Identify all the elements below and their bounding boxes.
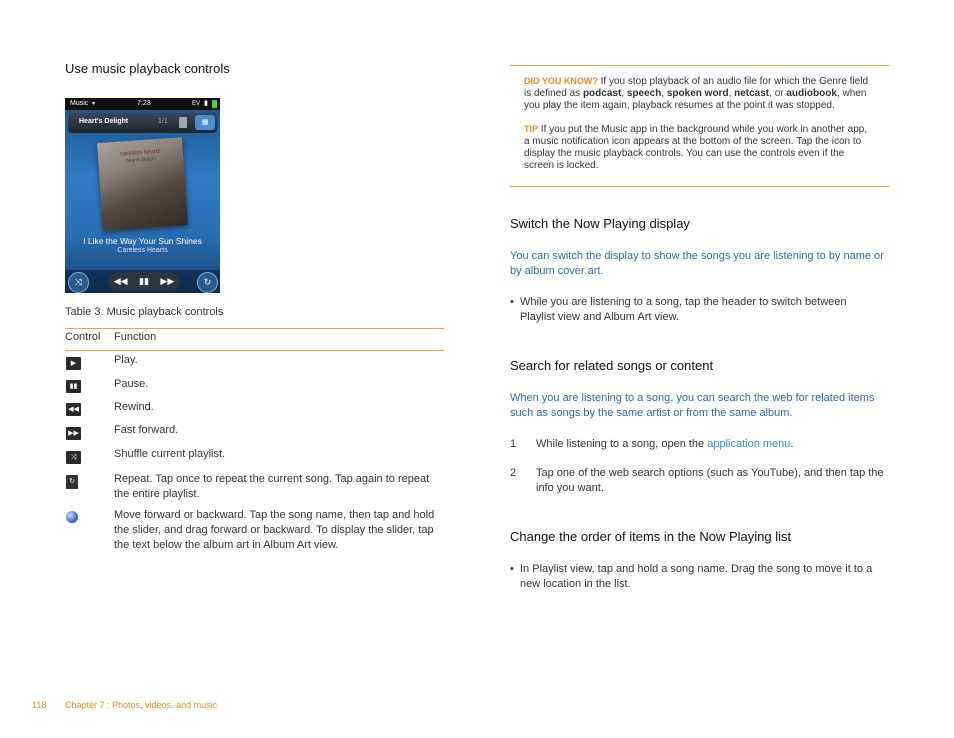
phone-screenshot bbox=[65, 98, 220, 293]
table-row: Fast forward. bbox=[114, 424, 179, 436]
dyk-sep: , bbox=[621, 88, 627, 99]
dyk-text-end: , when you play the item again, playback resumes at the point it was stopped. bbox=[524, 88, 867, 111]
album-art-subtitle: hearts delight bbox=[125, 156, 157, 165]
table-top-rule bbox=[65, 328, 444, 329]
table-row: Play. bbox=[114, 354, 138, 366]
column-header-function: Function bbox=[114, 331, 157, 343]
shuffle-icon[interactable]: ⤨ bbox=[68, 272, 89, 293]
switch-display-body: You can switch the display to show the songs you are listening to by name or by album cover art. bbox=[510, 250, 884, 277]
fast-forward-icon: ▶▶ bbox=[66, 427, 81, 440]
callout-bottom-rule bbox=[510, 186, 889, 187]
chapter-footer: Chapter 7 : Photos, videos, and music bbox=[65, 700, 218, 710]
table-row: Move forward or backward. Tap the song name, then tap and hold the slider, and drag forward or backward. To display the slider, tap the text below the album art in Album Art view. bbox=[114, 509, 435, 551]
callout-top-rule bbox=[510, 65, 889, 66]
artist-name[interactable]: Careless Hearts bbox=[117, 247, 168, 254]
shuffle-icon: ⤨ bbox=[66, 451, 81, 464]
fast-forward-icon[interactable]: ▶▶ bbox=[160, 276, 175, 286]
application-menu-link[interactable]: application menu bbox=[707, 438, 791, 450]
step-1-lead: While listening to a song, open the bbox=[536, 438, 708, 450]
bullet: • bbox=[510, 296, 514, 308]
table-caption: Table 3. Music playback controls bbox=[65, 306, 224, 318]
app-label: Music bbox=[70, 100, 89, 107]
dyk-sep: , or bbox=[769, 88, 787, 99]
step-1-text bbox=[536, 437, 888, 452]
switch-display-bullet: While you are listening to a song, tap the header to switch between Playlist view and Album Art view. bbox=[520, 296, 847, 323]
signal-icon: ▮ bbox=[204, 100, 208, 107]
search-related-title: Search for related songs or content bbox=[510, 358, 714, 373]
song-title[interactable]: I Like the Way Your Sun Shines bbox=[83, 236, 202, 246]
status-bar bbox=[65, 98, 220, 110]
tip-text: If you put the Music app in the background while you work in another app, a music notification icon appears at the bottom of the screen. Tap the icon to display the music playback controls. You can use the controls even if the screen is locked. bbox=[524, 124, 868, 171]
genre-podcast: podcast bbox=[582, 88, 622, 99]
genre-spoken-word: spoken word bbox=[666, 88, 729, 99]
repeat-icon: ↻ bbox=[66, 475, 78, 489]
table-row: Pause. bbox=[114, 378, 149, 390]
tip-callout bbox=[524, 123, 874, 172]
switch-display-title: Switch the Now Playing display bbox=[510, 216, 690, 231]
step-number: 1 bbox=[510, 438, 517, 450]
slider-icon bbox=[66, 511, 78, 523]
bullet: • bbox=[510, 563, 514, 575]
track-count: 1/1 bbox=[158, 118, 168, 125]
did-you-know-callout bbox=[524, 75, 874, 112]
step-2-text: Tap one of the web search options (such as YouTube), and then tap the info you want. bbox=[536, 467, 884, 494]
step-1-end: . bbox=[790, 438, 794, 450]
playback-controls bbox=[65, 270, 220, 293]
table-row: Shuffle current playlist. bbox=[114, 448, 226, 460]
battery-icon bbox=[212, 100, 217, 108]
clock: 7:23 bbox=[137, 100, 151, 107]
dyk-text-1: If you stop playback of an audio file for which the Genre field is defined as bbox=[524, 76, 869, 99]
change-order-title: Change the order of items in the Now Playing list bbox=[510, 529, 792, 544]
network-label: EV bbox=[192, 101, 201, 107]
search-related-body: When you are listening to a song, you can search the web for related items such as songs by the same artist or from the same album. bbox=[510, 392, 875, 419]
dyk-sep: , bbox=[728, 88, 735, 99]
pause-icon: ▮▮ bbox=[66, 380, 81, 393]
column-header-control: Control bbox=[65, 331, 101, 343]
play-icon: ▶ bbox=[66, 357, 81, 370]
transport-controls bbox=[108, 272, 180, 291]
genre-audiobook: audiobook bbox=[786, 88, 837, 99]
genre-speech: speech bbox=[626, 88, 662, 99]
rewind-icon[interactable]: ◀◀ bbox=[113, 276, 128, 286]
table-header-rule bbox=[65, 350, 444, 351]
table-row: Repeat. Tap once to repeat the current song. Tap again to repeat the entire playlist. bbox=[114, 473, 430, 500]
change-order-bullet: In Playlist view, tap and hold a song name. Drag the song to move it to a new location in the list. bbox=[520, 563, 873, 590]
step-number: 2 bbox=[510, 467, 517, 479]
table-row: Rewind. bbox=[114, 401, 154, 413]
album-art-title: careless hearts bbox=[119, 148, 161, 158]
did-you-know-label: DID YOU KNOW? bbox=[524, 76, 598, 86]
album-art bbox=[97, 137, 188, 231]
now-playing-header[interactable] bbox=[68, 113, 217, 133]
genre-netcast: netcast bbox=[734, 88, 770, 99]
playlist-view-icon[interactable] bbox=[179, 117, 187, 128]
pause-icon[interactable]: ▮▮ bbox=[139, 276, 149, 286]
dyk-sep: , bbox=[661, 88, 667, 99]
section-title: Use music playback controls bbox=[65, 61, 230, 76]
tip-label: TIP bbox=[524, 124, 539, 134]
album-view-icon[interactable]: ▦ bbox=[195, 115, 215, 130]
page-number: 118 bbox=[32, 700, 47, 710]
rewind-icon: ◀◀ bbox=[66, 403, 81, 416]
repeat-icon[interactable]: ↻ bbox=[197, 272, 218, 293]
header-title: Heart's Delight bbox=[79, 118, 129, 125]
app-menu-chevron-icon: ▾ bbox=[92, 101, 96, 107]
